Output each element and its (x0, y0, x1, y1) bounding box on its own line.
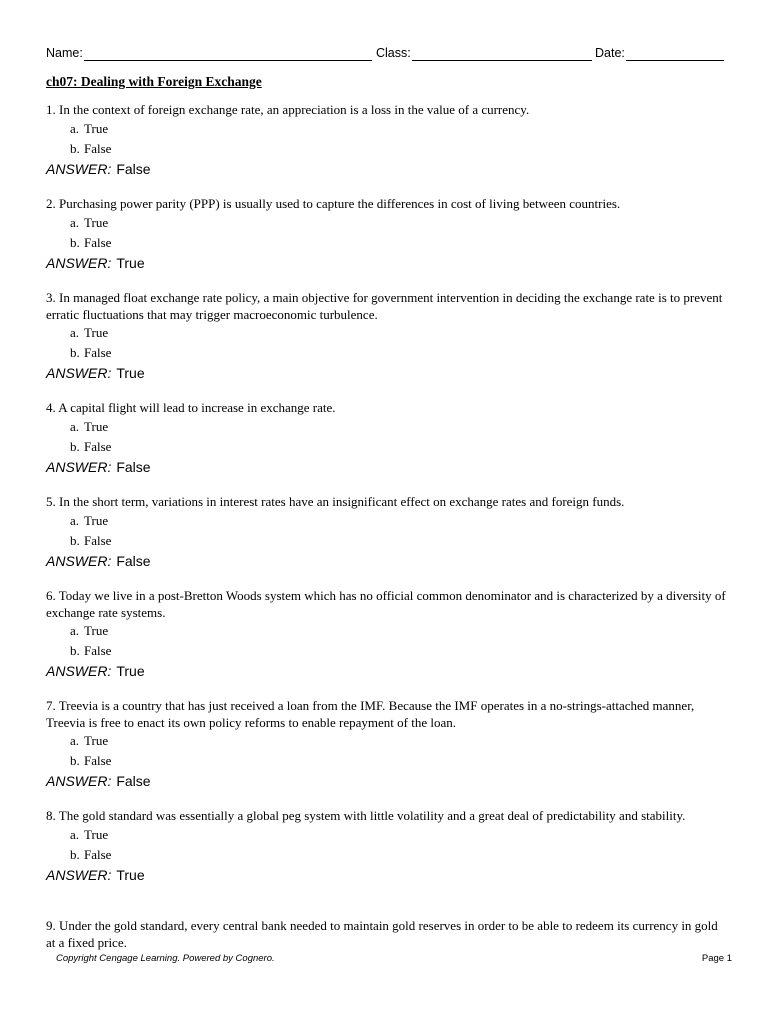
option-b (70, 531, 726, 551)
answer-line (46, 551, 726, 571)
option-letter: a. (70, 512, 80, 528)
answer-value: True (116, 365, 145, 381)
answer-value: True (116, 663, 145, 679)
option-a (70, 323, 726, 343)
answer-value: False (116, 552, 151, 569)
question-text: 7. Treevia is a country that has just received a loan from the IMF. Because the IMF operates in a no-strings-attached manner, Treevia is free to enact its own policy reforms to enable repayment of the loan. (46, 698, 695, 730)
answer-value: True (116, 866, 145, 883)
answer-line (46, 253, 726, 273)
copyright-text: Copyright Cengage Learning. Powered by Cognero. (56, 953, 275, 964)
option-a (70, 511, 726, 531)
option-text: True (84, 418, 109, 434)
answer-value: False (116, 773, 151, 789)
option-text: True (84, 512, 109, 528)
answer-label: ANSWER: (46, 254, 112, 271)
option-text: False (84, 532, 112, 548)
option-a (70, 119, 726, 139)
question-text: 5. In the short term, variations in interest rates have an insignificant effect on exchange rates and foreign funds. (46, 494, 625, 509)
option-b (70, 233, 726, 253)
option-a (70, 731, 726, 751)
question-text: 4. A capital flight will lead to increase in exchange rate. (46, 400, 336, 415)
page-number: Page 1 (701, 953, 732, 964)
date-blank-line (626, 60, 724, 61)
question-4 (46, 400, 726, 477)
option-letter: b. (70, 140, 80, 156)
option-letter: b. (70, 234, 80, 250)
answer-label: ANSWER: (46, 160, 112, 177)
question-5 (46, 494, 726, 571)
answer-line (46, 457, 726, 477)
option-letter: b. (70, 753, 80, 768)
question-text: 6. Today we live in a post-Bretton Woods system which has no official common denominator and is characterized by a diversity of exchange rate systems. (46, 588, 726, 620)
question-1 (46, 102, 726, 179)
option-text: False (84, 643, 112, 658)
answer-value: False (116, 458, 151, 475)
option-text: True (84, 733, 109, 748)
question-7 (46, 698, 726, 791)
option-letter: a. (70, 826, 80, 842)
answer-line (46, 865, 726, 885)
student-info-header (46, 45, 724, 63)
option-text: False (84, 846, 112, 862)
question-3 (46, 290, 726, 383)
answer-label: ANSWER: (46, 365, 112, 381)
name-label: Name: (46, 46, 83, 60)
option-letter: a. (70, 623, 80, 638)
answer-label: ANSWER: (46, 773, 112, 789)
question-text: 1. In the context of foreign exchange rate, an appreciation is a loss in the value of a currency. (46, 102, 530, 117)
question-text: 9. Under the gold standard, every central bank needed to maintain gold reserves in order to be able to redeem its currency in gold at a fixed price. (46, 918, 718, 950)
option-text: False (84, 345, 112, 360)
question-6 (46, 588, 726, 681)
option-b (70, 751, 726, 771)
option-letter: a. (70, 418, 80, 434)
date-label: Date: (595, 46, 625, 60)
question-text: 2. Purchasing power parity (PPP) is usually used to capture the differences in cost of living between countries. (46, 196, 621, 211)
question-9 (46, 918, 726, 951)
option-text: True (84, 826, 109, 842)
option-a (70, 825, 726, 845)
question-text: 3. In managed float exchange rate policy, a main objective for government intervention in deciding the exchange rate is to prevent erratic fluctuations that may trigger macroeconomic turbulence. (46, 290, 723, 322)
answer-label: ANSWER: (46, 552, 112, 569)
class-blank-line (412, 60, 592, 61)
name-blank-line (84, 60, 372, 61)
option-b (70, 845, 726, 865)
option-letter: b. (70, 532, 80, 548)
answer-value: False (116, 160, 151, 177)
answer-line (46, 363, 726, 383)
option-letter: b. (70, 345, 80, 360)
answer-line (46, 661, 726, 681)
question-8 (46, 808, 726, 885)
question-text: 8. The gold standard was essentially a global peg system with little volatility and a great deal of predictability and stability. (46, 808, 686, 823)
option-letter: b. (70, 846, 80, 862)
option-a (70, 621, 726, 641)
answer-line (46, 159, 726, 179)
chapter-title: ch07: Dealing with Foreign Exchange (46, 74, 262, 89)
option-a (70, 213, 726, 233)
option-text: True (84, 120, 109, 136)
option-b (70, 437, 726, 457)
option-letter: b. (70, 438, 80, 454)
option-b (70, 343, 726, 363)
question-2 (46, 196, 726, 273)
option-b (70, 139, 726, 159)
option-text: False (84, 753, 112, 768)
class-label: Class: (376, 46, 411, 60)
option-text: True (84, 325, 109, 340)
option-letter: a. (70, 214, 80, 230)
option-a (70, 417, 726, 437)
option-letter: a. (70, 325, 80, 340)
option-text: False (84, 438, 112, 454)
option-letter: a. (70, 733, 80, 748)
answer-value: True (116, 254, 145, 271)
option-letter: a. (70, 120, 80, 136)
answer-label: ANSWER: (46, 866, 112, 883)
option-text: True (84, 214, 109, 230)
option-letter: b. (70, 643, 80, 658)
option-text: False (84, 140, 112, 156)
option-b (70, 641, 726, 661)
answer-label: ANSWER: (46, 458, 112, 475)
option-text: True (84, 623, 109, 638)
answer-line (46, 771, 726, 791)
answer-label: ANSWER: (46, 663, 112, 679)
option-text: False (84, 234, 112, 250)
